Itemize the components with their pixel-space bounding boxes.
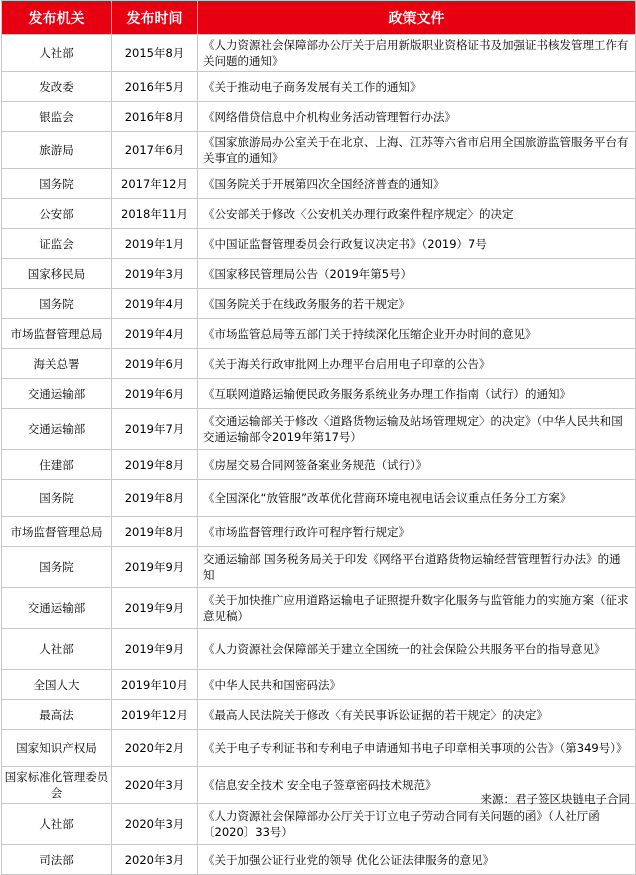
document-cell: 《人力资源社会保障部办公厅关于启用新版职业资格证书及加强证书核发管理工作有关问题的通知》: [198, 35, 636, 72]
document-cell: 《交通运输部关于修改〈道路货物运输及站场管理规定〉的决定》（中华人民共和国交通运输部令2019年第17号）: [198, 409, 636, 450]
agency-cell: 公安部: [2, 199, 112, 229]
agency-cell: 国务院: [2, 480, 112, 517]
table-row: [2, 379, 636, 409]
date-cell: 2020年3月: [112, 845, 198, 875]
date-cell: 2016年5月: [112, 72, 198, 102]
document-cell: 《网络借贷信息中介机构业务活动管理暂行办法》: [198, 102, 636, 132]
document-cell: 《市场监督管理行政许可程序暂行规定》: [198, 517, 636, 547]
document-cell: 《信息安全技术 安全电子签章密码技术规范》: [198, 767, 636, 804]
date-cell: 2020年2月: [112, 730, 198, 767]
document-cell: 《人力资源社会保障部办公厅关于订立电子劳动合同有关问题的函》（人社厅函〔2020〕33号）: [198, 804, 636, 845]
table-row: [2, 199, 636, 229]
date-cell: 2019年7月: [112, 409, 198, 450]
policy-table: [1, 0, 636, 875]
document-cell: 《关于加快推广应用道路运输电子证照提升数字化服务与监管能力的实施方案（征求意见稿）: [198, 588, 636, 629]
agency-cell: 住建部: [2, 450, 112, 480]
date-cell: 2019年9月: [112, 547, 198, 588]
table-row: [2, 588, 636, 629]
date-cell: 2019年3月: [112, 259, 198, 289]
document-cell: 《关于推动电子商务发展有关工作的通知》: [198, 72, 636, 102]
table-body: [2, 35, 636, 875]
date-cell: 2019年6月: [112, 379, 198, 409]
table-row: [2, 319, 636, 349]
document-cell: 《中华人民共和国密码法》: [198, 670, 636, 700]
agency-cell: 交通运输部: [2, 409, 112, 450]
table-row: [2, 450, 636, 480]
date-cell: 2017年6月: [112, 132, 198, 169]
table-row: [2, 517, 636, 547]
document-cell: 《国家移民管理局公告（2019年第5号）: [198, 259, 636, 289]
agency-cell: 最高法: [2, 700, 112, 730]
agency-cell: 国家知识产权局: [2, 730, 112, 767]
table-row: [2, 730, 636, 767]
agency-cell: 发改委: [2, 72, 112, 102]
table-row: [2, 229, 636, 259]
date-cell: 2019年4月: [112, 289, 198, 319]
table-row: [2, 700, 636, 730]
agency-cell: 海关总署: [2, 349, 112, 379]
agency-cell: 国家标准化管理委员会: [2, 767, 112, 804]
date-cell: 2019年12月: [112, 700, 198, 730]
document-cell: 《关于加强公证行业党的领导 优化公证法律服务的意见》: [198, 845, 636, 875]
date-cell: 2017年12月: [112, 169, 198, 199]
agency-cell: 市场监督管理总局: [2, 319, 112, 349]
date-cell: 2016年8月: [112, 102, 198, 132]
date-cell: 2019年9月: [112, 588, 198, 629]
document-cell: 《房屋交易合同网签备案业务规范（试行）》: [198, 450, 636, 480]
date-cell: 2020年3月: [112, 767, 198, 804]
table-row: [2, 845, 636, 875]
date-cell: 2019年8月: [112, 480, 198, 517]
agency-cell: 人社部: [2, 35, 112, 72]
date-cell: 2019年10月: [112, 670, 198, 700]
document-cell: 《人力资源社会保障部关于建立全国统一的社会保险公共服务平台的指导意见》: [198, 629, 636, 670]
table-row: [2, 132, 636, 169]
date-cell: 2015年8月: [112, 35, 198, 72]
document-cell: 《最高人民法院关于修改〈有关民事诉讼证据的若干规定〉的决定》: [198, 700, 636, 730]
agency-cell: 司法部: [2, 845, 112, 875]
date-cell: 2019年6月: [112, 349, 198, 379]
table-row: [2, 480, 636, 517]
table-row: [2, 804, 636, 845]
agency-cell: 旅游局: [2, 132, 112, 169]
date-cell: 2019年9月: [112, 629, 198, 670]
header-document: 政策文件: [198, 1, 636, 35]
agency-cell: 证监会: [2, 229, 112, 259]
agency-cell: 国家移民局: [2, 259, 112, 289]
agency-cell: 人社部: [2, 804, 112, 845]
table-row: [2, 629, 636, 670]
table-row: [2, 409, 636, 450]
date-cell: 2019年8月: [112, 450, 198, 480]
document-cell: 《关于电子专利证书和专利电子申请通知书电子印章相关事项的公告》（第349号）》: [198, 730, 636, 767]
table-row: [2, 72, 636, 102]
document-cell: 《公安部关于修改〈公安机关办理行政案件程序规定〉的决定: [198, 199, 636, 229]
table-row: [2, 670, 636, 700]
document-cell: 交通运输部 国务税务局关于印发《网络平台道路货物运输经营管理暂行办法》的通知: [198, 547, 636, 588]
agency-cell: 全国人大: [2, 670, 112, 700]
agency-cell: 银监会: [2, 102, 112, 132]
header-date: 发布时间: [112, 1, 198, 35]
document-cell: 《全国深化“放管服”改革优化营商环境电视电话会议重点任务分工方案》: [198, 480, 636, 517]
date-cell: 2019年4月: [112, 319, 198, 349]
document-cell: 《互联网道路运输便民政务服务系统业务办理工作指南（试行）的通知》: [198, 379, 636, 409]
agency-cell: 交通运输部: [2, 379, 112, 409]
header-agency: 发布机关: [2, 1, 112, 35]
agency-cell: 国务院: [2, 547, 112, 588]
source-note: 来源：君子签区块链电子合同: [480, 792, 630, 806]
date-cell: 2019年1月: [112, 229, 198, 259]
table-row: [2, 169, 636, 199]
agency-cell: 市场监督管理总局: [2, 517, 112, 547]
table-row: [2, 102, 636, 132]
document-cell: 《国务院关于在线政务服务的若干规定》: [198, 289, 636, 319]
table-row: [2, 349, 636, 379]
document-cell: 《关于海关行政审批网上办理平台启用电子印章的公告》: [198, 349, 636, 379]
table-row: [2, 259, 636, 289]
date-cell: 2020年3月: [112, 804, 198, 845]
date-cell: 2019年8月: [112, 517, 198, 547]
agency-cell: 交通运输部: [2, 588, 112, 629]
date-cell: 2018年11月: [112, 199, 198, 229]
agency-cell: 国务院: [2, 289, 112, 319]
table-row: [2, 547, 636, 588]
document-cell: 《国务院关于开展第四次全国经济普查的通知》: [198, 169, 636, 199]
document-cell: 《中国证监督管理委员会行政复议决定书》（2019）7号: [198, 229, 636, 259]
table-header-row: [2, 1, 636, 35]
document-cell: 《市场监管总局等五部门关于持续深化压缩企业开办时间的意见》: [198, 319, 636, 349]
table-row: [2, 35, 636, 72]
agency-cell: 国务院: [2, 169, 112, 199]
agency-cell: 人社部: [2, 629, 112, 670]
document-cell: 《国家旅游局办公室关于在北京、上海、江苏等六省市启用全国旅游监管服务平台有关事宜的通知》: [198, 132, 636, 169]
table-row: [2, 289, 636, 319]
